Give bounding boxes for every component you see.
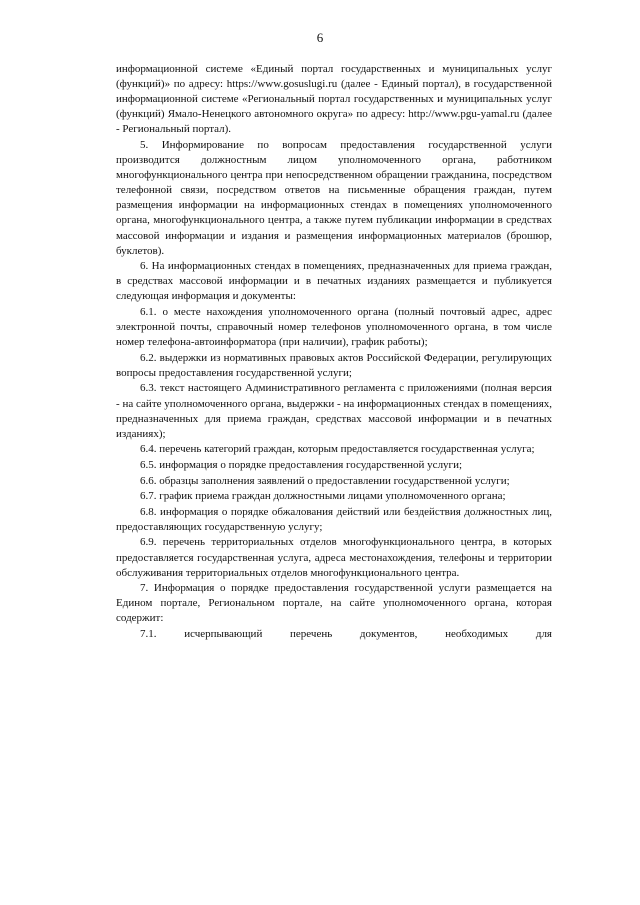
paragraph-6-3: 6.3. текст настоящего Административного регламента с приложениями (полная версия - на сайте уполномоченного органа, выдержки - на информационных стендах в помещениях, предназначенных для приема граждан, средствах массовой информации и в печатных изданиях);	[116, 382, 552, 440]
paragraph-7-1: 7.1. исчерпывающий перечень документов, необходимых для	[140, 627, 552, 640]
page-number: 6	[316, 30, 324, 45]
paragraph-6: 6. На информационных стендах в помещениях, предназначенных для приема граждан, в средствах массовой информации и в печатных изданиях размещается и публикуется следующая информация и документы:	[116, 260, 552, 303]
paragraph-6-5: 6.5. информация о порядке предоставления государственной услуги;	[140, 458, 463, 471]
paragraph-6-6: 6.6. образцы заполнения заявлений о предоставлении государственной услуги;	[140, 474, 510, 487]
paragraph-6-8: 6.8. информация о порядке обжалования действий или бездействия должностных лиц, предоставляющих государственную услугу;	[116, 505, 552, 533]
paragraph-6-2: 6.2. выдержки из нормативных правовых актов Российской Федерации, регулирующих вопросы предоставления государственной услуги;	[116, 351, 552, 379]
paragraph-7: 7. Информация о порядке предоставления государственной услуги размещается на Едином портале, Региональном портале, на сайте уполномоченного органа, которая содержит:	[116, 582, 552, 625]
document-body	[116, 62, 552, 643]
paragraph-6-4: 6.4. перечень категорий граждан, которым предоставляется государственная услуга;	[140, 443, 535, 456]
paragraph-5: 5. Информирование по вопросам предоставления государственной услуги производится должностным лицом уполномоченного органа, работником многофункционального центра при непосредственном обращении гражданина, посредством телефонной связи, посредством ответов на письменные обращения граждан, путем размещения информации на информационных стендах в помещениях уполномоченного органа, многофункционального центра, а также путем публикации информации в средствах массовой информации и издания и размещения информационных материалов (брошюр, буклетов).	[116, 138, 552, 257]
paragraph-6-7: 6.7. график приема граждан должностными лицами уполномоченного органа;	[140, 490, 506, 503]
paragraph-6-9: 6.9. перечень территориальных отделов многофункционального центра, в которых предоставляется государственная услуга, адреса местонахождения, телефоны и территории обслуживания территориальных отделов многофункционального центра.	[116, 536, 552, 579]
paragraph-6-1: 6.1. о месте нахождения уполномоченного органа (полный почтовый адрес, адрес электронной почты, справочный номер телефонов уполномоченного органа, в том числе номер телефона-автоинформатора (при наличии), график работы);	[116, 306, 552, 349]
paragraph-portal-continuation: информационной системе «Единый портал государственных и муниципальных услуг (функций)» по адресу: https://www.gosuslugi.ru (далее - Единый портал), в государственной информационной системе «Региональный портал государственных и муниципальных услуг (функций) Ямало-Ненецкого автономного округа» по адресу: http://www.pgu-yamal.ru (далее - Региональный портал).	[116, 63, 552, 136]
